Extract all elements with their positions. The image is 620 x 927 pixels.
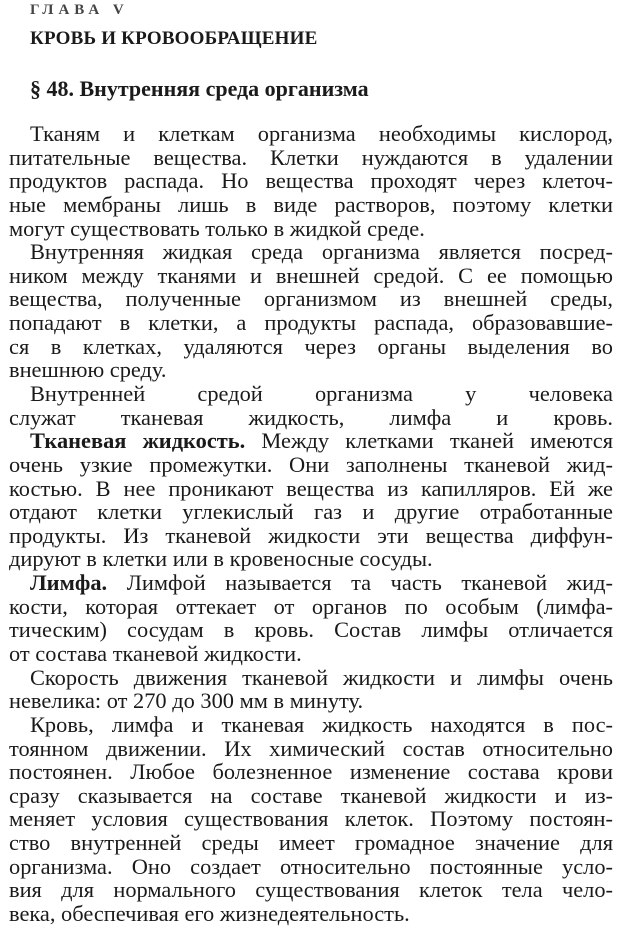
text-line: костью. В нее проникают вещества из капилляров. Ей же bbox=[9, 475, 613, 501]
text-line: вия для нормального существования клеток тела чело- bbox=[9, 877, 613, 903]
text-line-with-term bbox=[30, 571, 613, 595]
chapter-title: КРОВЬ И КРОВООБРАЩЕНИЕ bbox=[30, 28, 318, 49]
chapter-label: ГЛАВА V bbox=[30, 2, 129, 18]
text-line: Тканям и клеткам организма необходимы кислород, bbox=[30, 121, 613, 146]
text-line: невелика: от 270 до 300 мм в минуту. bbox=[9, 688, 364, 714]
text-line: внешнюю среду. bbox=[9, 357, 167, 383]
text-line-emphasis: Внутренней средой организма у человека bbox=[30, 381, 613, 406]
text-line: ные мембраны лишь в виде растворов, поэтому клетки bbox=[9, 191, 613, 217]
text-line: ся в клетках, удаляются через органы выделения во bbox=[9, 333, 613, 359]
section-title: § 48. Внутренняя среда организма bbox=[30, 76, 369, 101]
text-line: века, обеспечивая его жизнедеятельность. bbox=[9, 901, 410, 926]
text-line: очень узкие промежутки. Они заполнены тканевой жид- bbox=[9, 451, 613, 477]
text-line: могут существовать только в жидкой среде. bbox=[9, 215, 425, 241]
text-line: продукты. Из тканевой жидкости эти вещества диффун- bbox=[9, 522, 613, 548]
term-lymph: Лимфа. bbox=[30, 570, 108, 596]
text-line: питательные вещества. Клетки нуждаются в удалении bbox=[9, 144, 613, 170]
text-line: кости, которая оттекает от органов по особым (лимфа- bbox=[9, 593, 613, 619]
text-line: ником между тканями и внешней средой. С ее помощью bbox=[9, 262, 613, 288]
text-line: продуктов распада. Но вещества проходят через клеточ- bbox=[9, 168, 613, 194]
text-line: сразу сказывается на составе тканевой жидкости и из- bbox=[9, 782, 613, 808]
text-line: дируют в клетки или в кровеносные сосуды. bbox=[9, 546, 433, 572]
text-line: меняет условия существования клеток. Поэтому постоян- bbox=[9, 806, 613, 832]
text-line: Внутренняя жидкая среда организма является посред- bbox=[30, 239, 613, 265]
text-line-rest: Между клетками тканей имеются bbox=[261, 428, 614, 454]
term-tissue-fluid: Тканевая жидкость. bbox=[30, 428, 246, 454]
text-line-emphasis: служат тканевая жидкость, лимфа и кровь. bbox=[9, 404, 613, 430]
text-line: от состава тканевой жидкости. bbox=[9, 641, 302, 666]
text-line-with-term bbox=[30, 429, 613, 453]
text-line: постоянен. Любое болезненное изменение состава крови bbox=[9, 759, 613, 785]
text-line: попадают в клетки, а продукты распада, образовавшие- bbox=[9, 310, 613, 336]
text-line: ство внутренней среды имеет громадное значение для bbox=[9, 830, 613, 856]
text-line-rest: Лимфой называется та часть тканевой жид- bbox=[126, 570, 613, 596]
text-line: Скорость движения тканевой жидкости и лимфы очень bbox=[30, 664, 613, 690]
text-line: организма. Оно создает относительно постоянные усло- bbox=[9, 853, 613, 879]
text-line: Кровь, лимфа и тканевая жидкость находятся в пос- bbox=[30, 711, 613, 737]
text-line: вещества, полученные организмом из внешней среды, bbox=[9, 286, 613, 312]
text-line: тоянном движении. Их химический состав относительно bbox=[9, 735, 613, 761]
text-line: тическим) сосудам в кровь. Состав лимфы отличается bbox=[9, 617, 613, 643]
text-line: отдают клетки углекислый газ и другие отработанные bbox=[9, 499, 613, 525]
